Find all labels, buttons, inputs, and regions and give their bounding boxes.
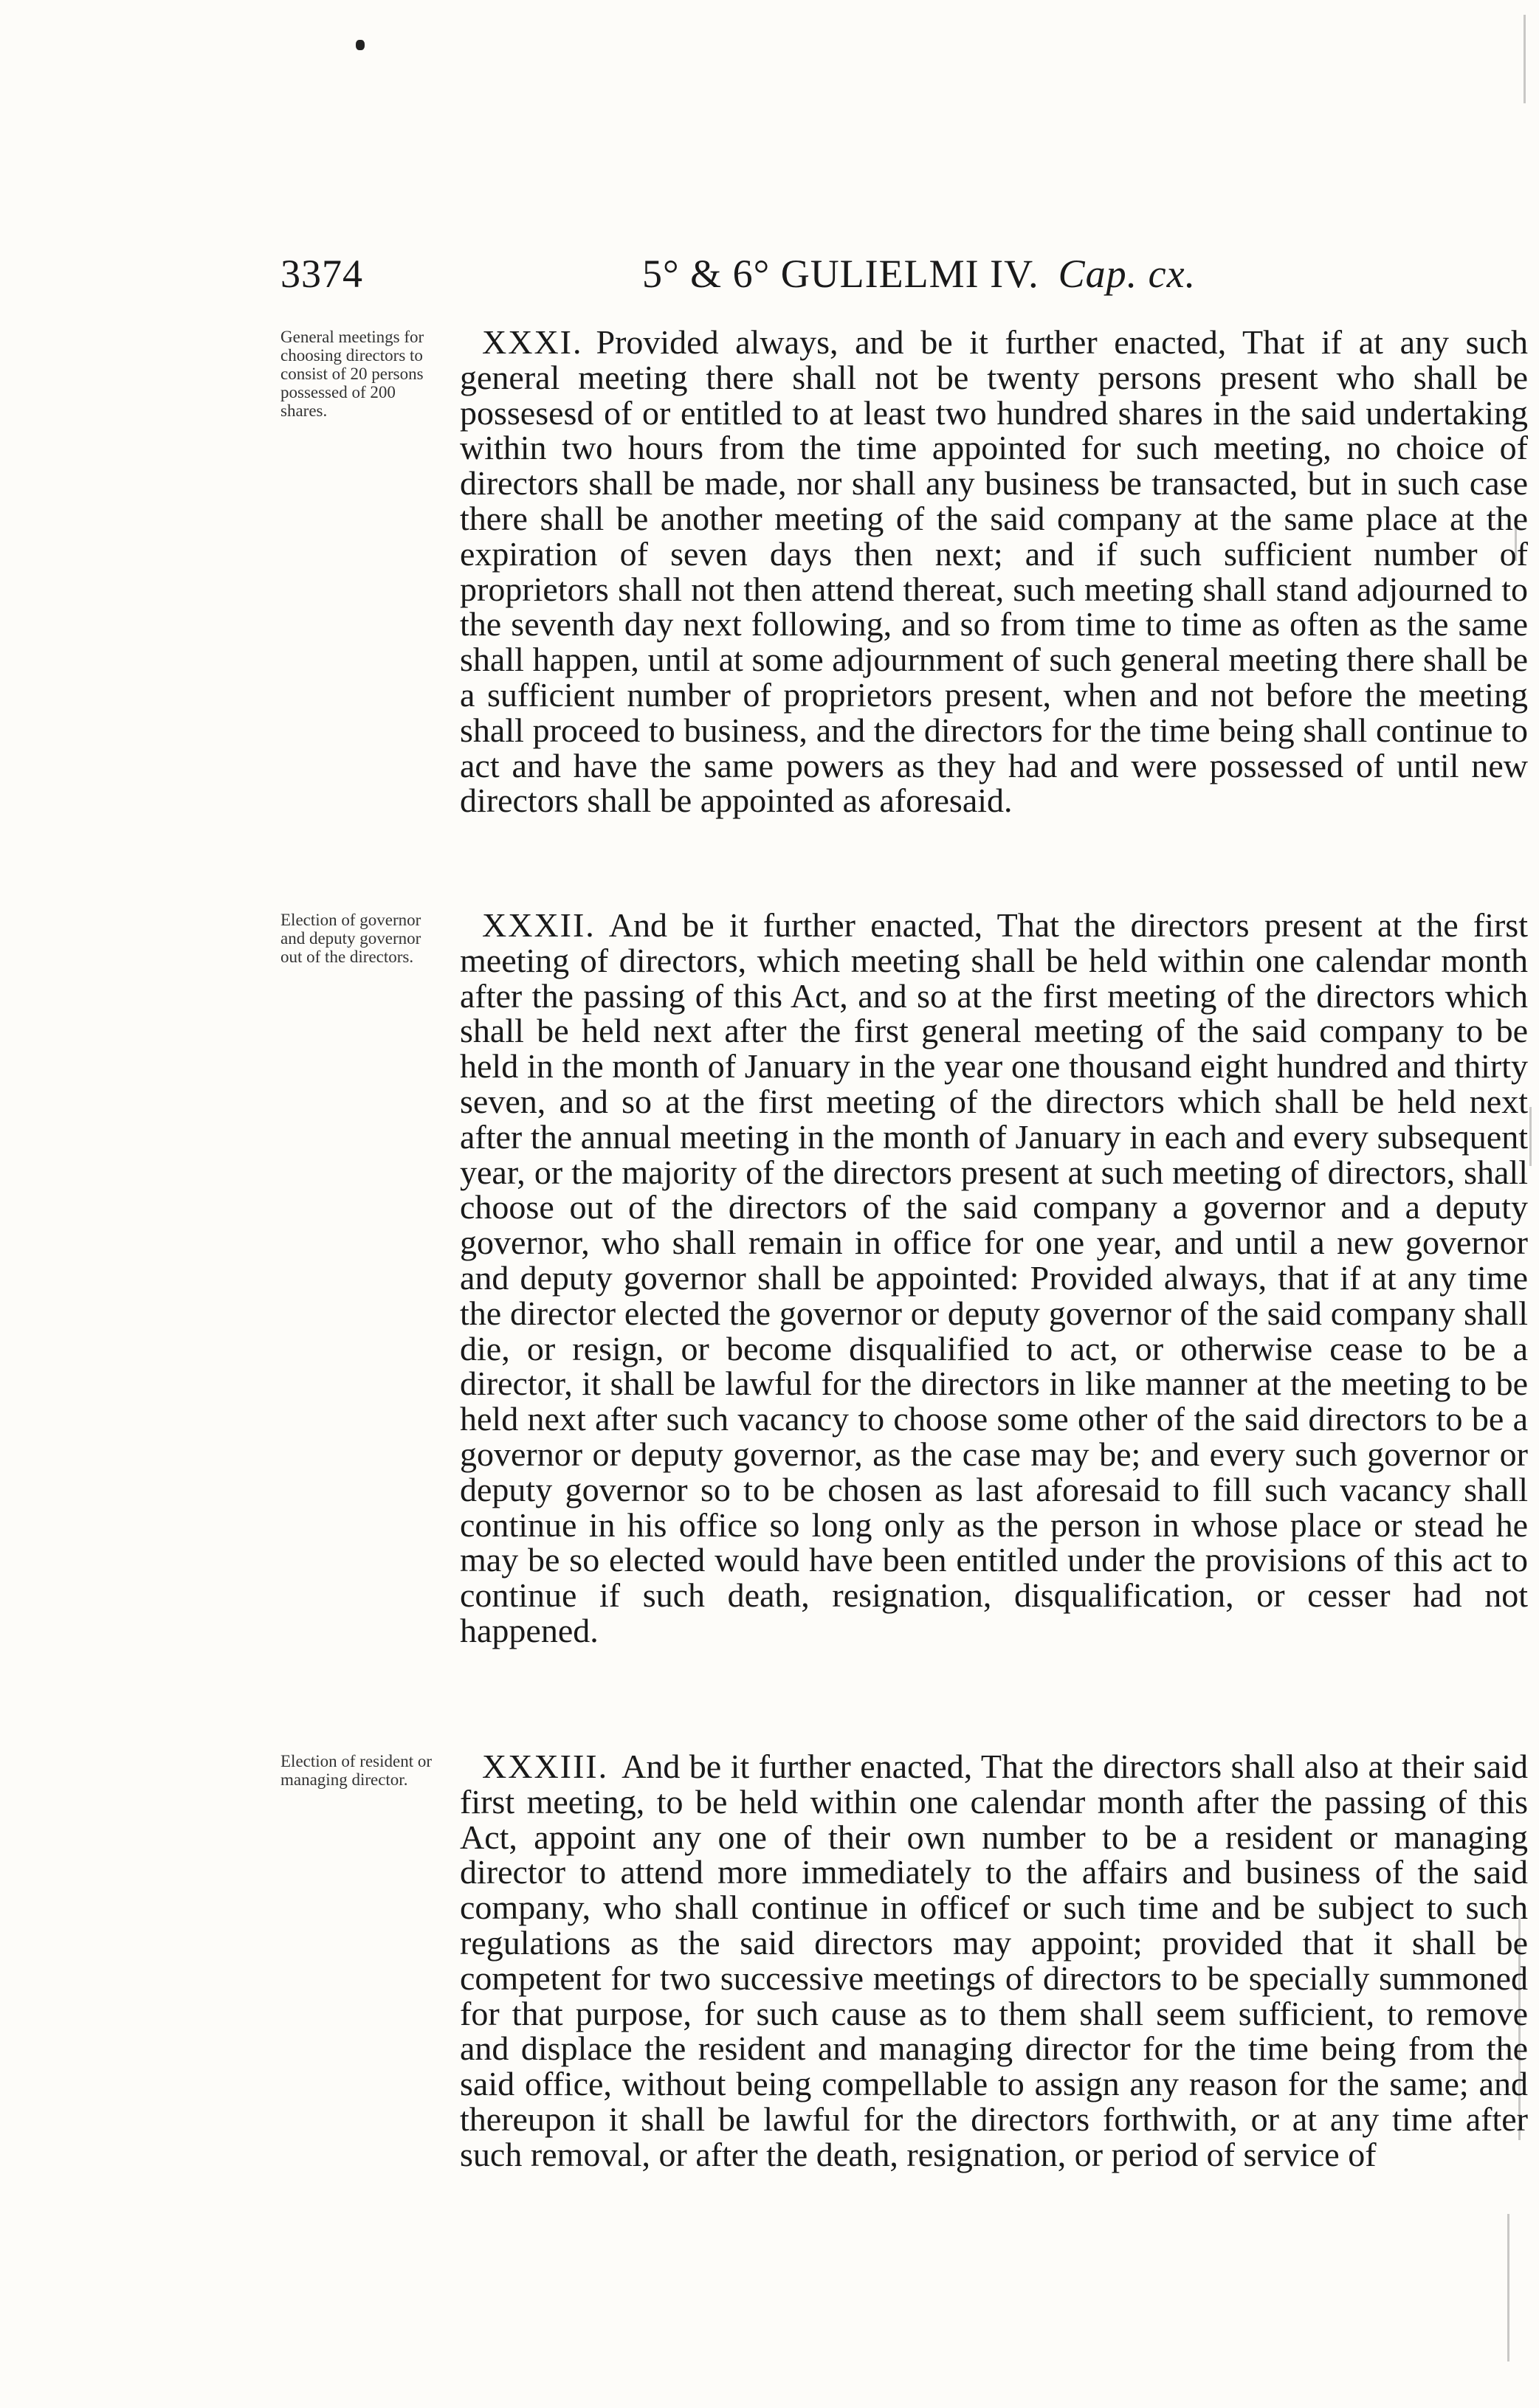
chapter-label: Cap. cx. — [1058, 252, 1197, 296]
section-text: And be it further enacted, That the directors shall also at their said first meeting, to be held within one calendar month after the passing of this Act, appoint any one of their own number to be a resident or managing director to attend more immediately to the affairs and business of the said company, who shall continue in officef or such time and be subject to such regulations as the said directors may appoint; provided that it shall be competent for two successive meetings of directors to be specially summoned for that purpose, for such cause as to them shall seem sufficient, to remove and displace the resident and managing director for the time being from the said office, without being compellable to assign any reason for the same; and thereupon it shall be lawful for the directors forthwith, or at any time after such removal, or after the death, resignation, or period of service of — [460, 1748, 1528, 2173]
section-number: XXXIII. — [482, 1748, 609, 1785]
running-head — [642, 251, 1196, 297]
section-number: XXXI. — [482, 323, 583, 361]
margin-note: General meetings for choosing directors to consist of 20 persons possessed of 200 shares. — [280, 328, 424, 420]
section-text: And be it further enacted, That the directors present at the first meeting of directors, which meeting shall be held within one calendar month after the passing of this Act, and so at the first meeting of the directors which shall be held next after the first general meeting of the said company to be held in the month of January in the year one thousand eight hundred and thirty seven, and so at the first meeting of the directors which shall be held next after the annual meeting in the month of January in each and every subsequent year, or the majority of the directors present at such meeting of directors, shall choose out of the directors of the said company a governor and a deputy governor, who shall remain in office for one year, and until a new governor and deputy governor shall be appointed: Provided always, that if at any time the director elected the governor or deputy governor of the said company shall die, or resign, or become disqualified to act, or otherwise cease to be a director, it shall be lawful for the directors in like manner at the meeting to be held next after such vacancy to choose some other of the said directors to be a governor or deputy governor, as the case may be; and every such governor or deputy governor so to be chosen as last aforesaid to fill such vacancy shall continue in his office so long only as the person in whose place or stead he may be so elected would have been entitled under the provisions of this act to continue if such death, resignation, disqualification, or cesser had not happened. — [460, 906, 1528, 1649]
section-body — [460, 908, 1528, 1649]
ink-speck — [356, 40, 365, 50]
section-xxxiii — [280, 1749, 1528, 2295]
margin-note: Election of resident or managing director. — [280, 1752, 433, 1789]
section-xxxii — [280, 908, 1528, 1705]
section-text: Provided always, and be it further enacted, That if at any such general meeting there shall not be twenty persons present who shall be possesesd of or entitled to at least two hundred shares in the said undertaking within two hours from the time appointed for such meeting, no choice of directors shall be made, nor shall any business be transacted, but in such case there shall be another meeting of the said company at the same place at the expiration of seven days then next; and if such sufficient number of proprietors shall not then attend thereat, such meeting shall stand adjourned to the seventh day next following, and so from time to time as often as the same shall happen, until at some adjournment of such general meeting there shall be a sufficient number of proprietors present, when and not before the meeting shall proceed to business, and the directors for the time being shall continue to act and have the same powers as they had and were possessed of until new directors shall be appointed as aforesaid. — [460, 323, 1528, 820]
section-number: XXXII. — [482, 906, 596, 944]
page-number: 3374 — [280, 252, 363, 296]
section-body — [460, 325, 1528, 818]
margin-note: Election of governor and deputy governor out of the directors. — [280, 911, 421, 966]
section-body — [460, 1749, 1528, 2173]
page-header — [280, 251, 1498, 310]
running-head-title: 5° & 6° GULIELMI IV. — [642, 252, 1039, 296]
section-xxxi — [280, 325, 1528, 871]
